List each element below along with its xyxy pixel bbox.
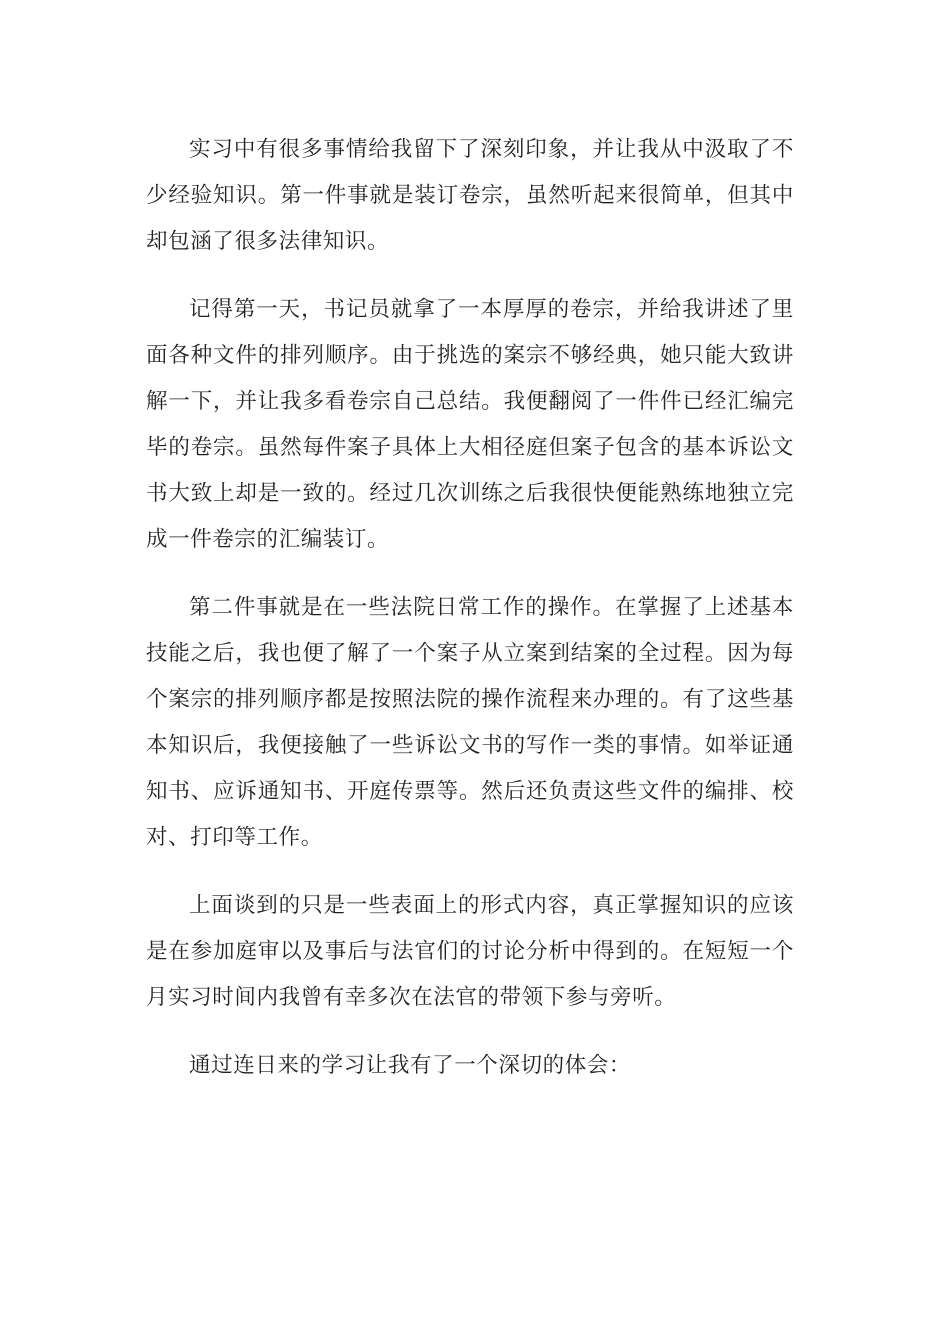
document-body bbox=[146, 127, 794, 1111]
paragraph-3: 第二件事就是在一些法院日常工作的操作。在掌握了上述基本技能之后，我也便了解了一个案子从立案到结案的全过程。因为每个案宗的排列顺序都是按照法院的操作流程来办理的。有了这些基本知识后，我便接触了一些诉讼文书的写作一类的事情。如举证通知书、应诉通知书、开庭传票等。然后还负责这些文件的编排、校对、打印等工作。 bbox=[146, 595, 794, 850]
paragraph-2: 记得第一天，书记员就拿了一本厚厚的卷宗，并给我讲述了里面各种文件的排列顺序。由于挑选的案宗不够经典，她只能大致讲解一下，并让我多看卷宗自己总结。我便翻阅了一件件已经汇编完毕的卷宗。虽然每件案子具体上大相径庭但案子包含的基本诉讼文书大致上却是一致的。经过几次训练之后我很快便能熟练地独立完成一件卷宗的汇编装订。 bbox=[146, 297, 794, 552]
paragraph-4: 上面谈到的只是一些表面上的形式内容，真正掌握知识的应该是在参加庭审以及事后与法官们的讨论分析中得到的。在短短一个月实习时间内我曾有幸多次在法官的带领下参与旁听。 bbox=[146, 893, 794, 1010]
paragraph-1: 实习中有很多事情给我留下了深刻印象，并让我从中汲取了不少经验知识。第一件事就是装订卷宗，虽然听起来很简单，但其中却包涵了很多法律知识。 bbox=[146, 137, 794, 254]
paragraph-5: 通过连日来的学习让我有了一个深切的体会： bbox=[189, 1053, 632, 1078]
